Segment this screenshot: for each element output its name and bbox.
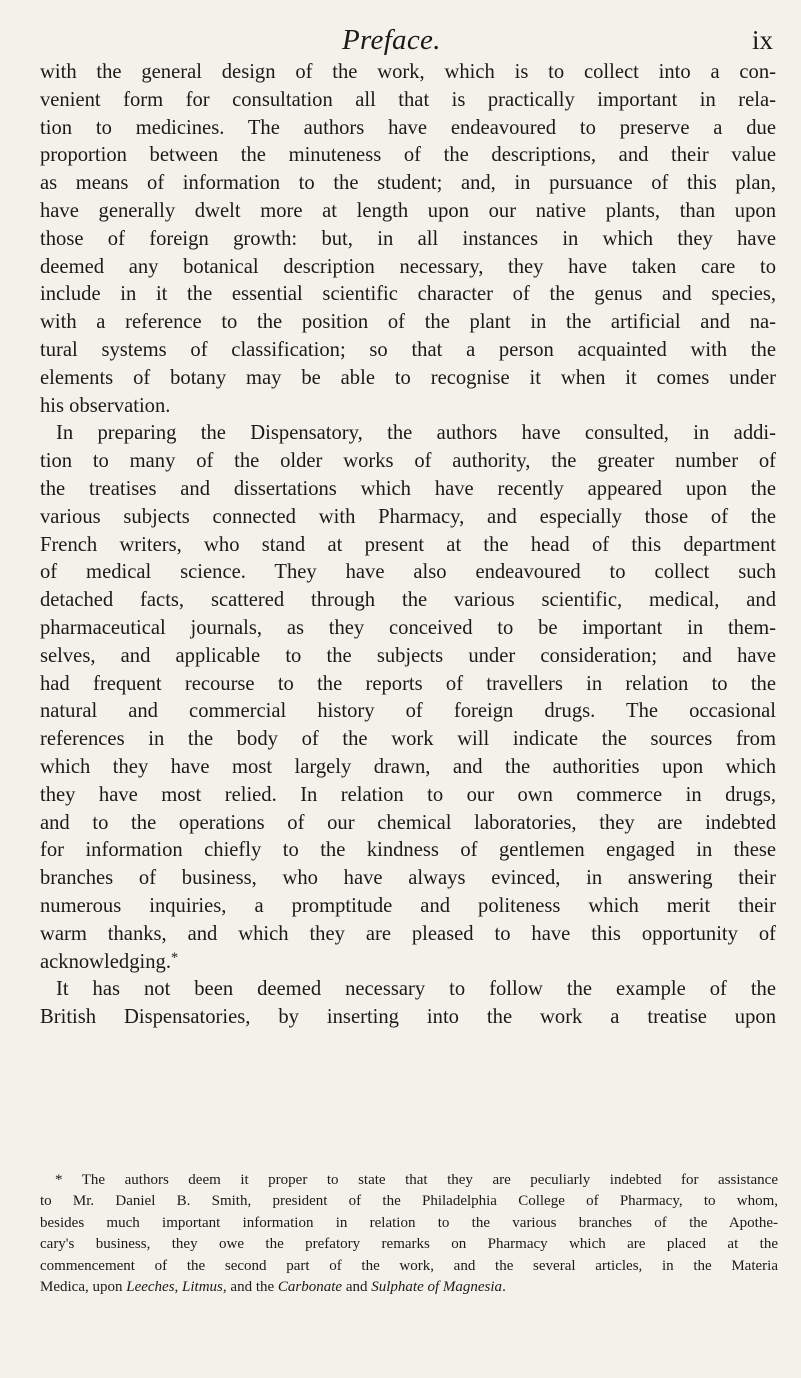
text-line: numerous inquiries, a promptitude and politeness which merit their: [40, 894, 776, 917]
text-line: have generally dwelt more at length upon our native plants, than upon: [40, 199, 776, 222]
footnote-item-carbonate: Carbonate: [277, 1278, 343, 1295]
paragraph-start-line: It has not been deemed necessary to follow the example of the: [56, 978, 776, 1001]
page-number: ix: [752, 25, 774, 55]
body-text: [40, 59, 776, 1032]
footnote-item-litmus: Litmus: [182, 1278, 223, 1295]
text-line: detached facts, scattered through the various scientific, medical, and: [40, 589, 776, 612]
text-line: deemed any botanical description necessary, they have taken care to: [40, 255, 776, 278]
text-line: pharmaceutical journals, as they conceived to be important in them-: [40, 616, 776, 639]
text-line: those of foreign growth: but, in all instances in which they have: [40, 227, 776, 250]
text-line: proportion between the minuteness of the descriptions, and their value: [40, 144, 776, 167]
text-line: selves, and applicable to the subjects under consideration; and have: [40, 644, 776, 667]
footnote-last-line: [40, 1277, 778, 1298]
text-line: tion to medicines. The authors have endeavoured to preserve a due: [40, 116, 776, 139]
text-line: British Dispensatories, by inserting into the work a treatise upon: [40, 1006, 776, 1029]
text-line: elements of botany may be able to recognise it when it comes under: [40, 366, 776, 389]
text-line: the treatises and dissertations which have recently appeared upon the: [40, 477, 776, 500]
running-head: [0, 22, 801, 58]
paragraph-end-line: [40, 949, 776, 977]
footnote-item-leeches: Leeches: [126, 1278, 175, 1295]
text-line: include in it the essential scientific character of the genus and species,: [40, 283, 776, 306]
paragraph-start-line: In preparing the Dispensatory, the authors have consulted, in addi-: [56, 422, 776, 445]
text-line: for information chiefly to the kindness of gentlemen engaged in these: [40, 839, 776, 862]
footnote-line: to Mr. Daniel B. Smith, president of the Philadelphia College of Pharmacy, to whom,: [40, 1193, 778, 1210]
footnote-line: cary's business, they owe the prefatory remarks on Pharmacy which are placed at the: [40, 1236, 778, 1253]
footnote-line: commencement of the second part of the work, and the several articles, in the Materia: [40, 1257, 778, 1274]
footnote-line: besides much important information in relation to the various branches of the Apothe-: [40, 1214, 778, 1231]
footnote: [40, 1170, 778, 1298]
footnote-item-sulphate: Sulphate of Magnesia: [371, 1278, 503, 1295]
footnote-line-text: The authors deem it proper to state that they are peculiarly indebted for assistance: [81, 1172, 778, 1188]
text-line: tion to many of the older works of authority, the greater number of: [40, 450, 776, 473]
text-line: of medical science. They have also endeavoured to collect such: [40, 561, 776, 584]
text-line: references in the body of the work will indicate the sources from: [40, 728, 776, 751]
text-line: natural and commercial history of foreign drugs. The occasional: [40, 700, 776, 723]
text-line: which they have most largely drawn, and the authorities upon which: [40, 755, 776, 778]
text-line: venient form for consultation all that is practically important in rela-: [40, 88, 776, 111]
footnote-marker: *: [55, 1172, 63, 1188]
text-line: as means of information to the student; and, in pursuance of this plan,: [40, 172, 776, 195]
footnote-reference-mark: *: [170, 949, 179, 966]
footnote-separator: , and the: [222, 1278, 275, 1295]
text-line: various subjects connected with Pharmacy, and especially those of the: [40, 505, 776, 528]
text-line: French writers, who stand at present at the head of this department: [40, 533, 776, 556]
footnote-line: [40, 1170, 778, 1191]
text-line: branches of business, who have always evinced, in answering their: [40, 867, 776, 890]
footnote-separator: and: [345, 1278, 368, 1295]
text-line: warm thanks, and which they are pleased to have this opportunity of: [40, 922, 776, 945]
footnote-separator: ,: [174, 1278, 179, 1295]
text-line: with the general design of the work, which is to collect into a con-: [40, 61, 776, 83]
footnote-prefix: Medica, upon: [40, 1278, 123, 1295]
text-line-content: acknowledging.: [40, 950, 171, 973]
text-line: had frequent recourse to the reports of travellers in relation to the: [40, 672, 776, 695]
text-line: they have most relied. In relation to our own commerce in drugs,: [40, 783, 776, 806]
text-line: and to the operations of our chemical laboratories, they are indebted: [40, 811, 776, 834]
text-line: tural systems of classification; so that a person acquainted with the: [40, 338, 776, 361]
paragraph-end-line: his observation.: [40, 394, 171, 417]
running-title: Preface.: [342, 24, 441, 56]
text-line: with a reference to the position of the plant in the artificial and na-: [40, 311, 776, 334]
footnote-end: .: [502, 1278, 506, 1295]
